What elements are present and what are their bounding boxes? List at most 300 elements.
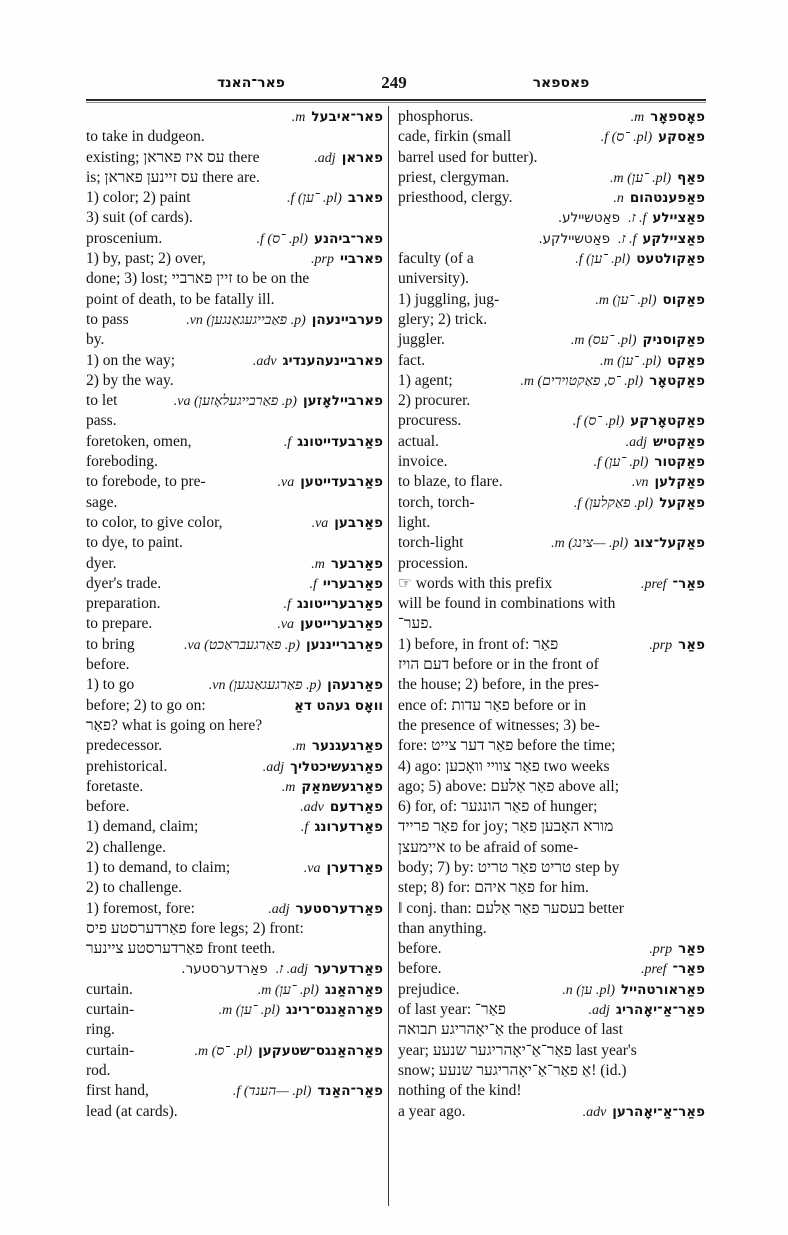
headword: פאַקטאָרקע <box>630 413 705 430</box>
dictionary-line <box>398 1000 705 1020</box>
line-text: 1) to go <box>86 676 135 694</box>
line-text: torch, torch- <box>398 493 475 511</box>
line-text: 1) demand, claim; <box>86 818 199 836</box>
part-of-speech: (pl. ־ס) f. <box>256 231 308 247</box>
headword: פארב <box>347 190 383 207</box>
dictionary-line <box>398 229 705 249</box>
headword-group <box>593 452 705 473</box>
headword: פאַרבעדייטונג <box>297 433 383 450</box>
dictionary-line <box>398 148 705 168</box>
line-text: 1) by, past; 2) over, <box>86 250 206 268</box>
dictionary-line <box>86 574 383 594</box>
headword-group <box>253 351 383 372</box>
headword: פאַרדערונג <box>314 819 383 836</box>
headword: פאַקוס <box>662 291 705 308</box>
dictionary-line <box>86 1000 383 1020</box>
line-text: 1) before, in front of: פאַר <box>398 635 559 653</box>
part-of-speech: (pl. ־ען) m. <box>218 1003 280 1019</box>
dictionary-line <box>398 1041 705 1061</box>
dictionary-line <box>86 980 383 1000</box>
dictionary-line <box>86 878 383 898</box>
headword-group <box>284 594 383 615</box>
line-text: 2) procurer. <box>398 392 471 410</box>
dictionary-line <box>398 1020 705 1040</box>
headword: פאַר <box>678 941 705 958</box>
headword: פאַקעל <box>659 494 705 511</box>
headword-group <box>575 249 705 270</box>
line-text: point of death, to be fatally ill. <box>86 290 275 308</box>
line-text: pass. <box>86 412 117 430</box>
line-text: פאַר פרייד for joy; מורא האָבען פאַר <box>398 818 614 836</box>
headword-group <box>277 614 383 635</box>
part-of-speech: va. <box>277 475 295 491</box>
dictionary-line <box>86 249 383 269</box>
dictionary-line <box>398 817 705 837</box>
dictionary-line <box>86 148 383 168</box>
line-text: 3) suit (of cards). <box>86 209 193 227</box>
dictionary-line <box>86 188 383 208</box>
headword-group <box>573 411 705 432</box>
dictionary-line <box>398 107 705 127</box>
line-text: proscenium. <box>86 229 163 247</box>
headword: וואָס געהט דאַ <box>294 697 383 714</box>
right-guide-word: פאספאר <box>532 75 590 91</box>
line-text: before. <box>86 656 130 674</box>
dictionary-line <box>398 736 705 756</box>
headword-group <box>309 574 383 595</box>
headword-group <box>287 188 383 209</box>
headword: פאַרנעהן <box>327 677 383 694</box>
dictionary-line <box>398 188 705 208</box>
line-text: the house; 2) before, in the pres- <box>398 676 600 694</box>
dictionary-line <box>398 310 705 330</box>
headword-group <box>631 107 705 128</box>
headword: פאַפענטהום <box>629 190 705 207</box>
part-of-speech: m. <box>281 779 296 795</box>
cross-reference: פאַרדערסטער. <box>181 961 268 978</box>
line-text: דעם הויז before or in the front of <box>398 656 599 674</box>
headword: פאַר־אַ־יאָהריג <box>615 1002 705 1019</box>
line-text: before. <box>398 960 442 978</box>
line-text: 1) on the way; <box>86 351 176 369</box>
part-of-speech: (pl. ־ען) m. <box>595 292 657 308</box>
headword-group <box>649 635 705 656</box>
headword-group <box>551 533 705 554</box>
part-of-speech: adj. <box>625 434 647 450</box>
headword-group <box>284 432 383 453</box>
headword-group <box>186 310 383 331</box>
dictionary-line <box>398 472 705 492</box>
line-text: prejudice. <box>398 980 460 998</box>
dictionary-line <box>86 817 383 837</box>
part-of-speech: f. <box>309 576 317 592</box>
part-of-speech: (pl. ־ס) f. <box>572 414 625 430</box>
line-text: curtain. <box>86 980 133 998</box>
dictionary-line <box>398 127 705 147</box>
header-rule <box>86 99 706 101</box>
headword-group <box>294 696 383 716</box>
part-of-speech: (p. פאַרגעגאַנגען) vn. <box>208 678 322 694</box>
headword: פאַר־אַ־יאָהרען <box>612 1103 705 1120</box>
line-text: ago; 5) above: פאַר אַלעם above all; <box>398 777 620 795</box>
cross-reference: פאַטשיילע. <box>557 210 621 227</box>
line-text: dyer. <box>86 554 117 572</box>
line-text: פאַרדערסטע ציינער front teeth. <box>86 940 276 958</box>
line-text: a year ago. <box>398 1102 466 1120</box>
dictionary-line <box>86 1041 383 1061</box>
headword-group <box>184 635 383 656</box>
part-of-speech: (pl. ־ען) f. <box>286 191 342 207</box>
part-of-speech: va. <box>311 515 329 531</box>
headword: פאַקולטעט <box>636 251 705 268</box>
dictionary-line <box>86 919 383 939</box>
headword: פאַר <box>678 636 705 653</box>
part-of-speech: (pl. ־ס) f. <box>600 130 653 146</box>
left-column <box>86 107 383 1122</box>
headword: פאַראורטהייל <box>621 981 705 998</box>
headword: פאר־ביהנע <box>313 230 383 247</box>
dictionary-line <box>398 675 705 695</box>
line-text: curtain- <box>86 1001 135 1019</box>
dictionary-line <box>398 208 705 228</box>
line-text: preparation. <box>86 595 161 613</box>
dictionary-line <box>398 797 705 817</box>
headword-group <box>613 188 705 209</box>
headword-group <box>589 1000 705 1021</box>
headword: פארביינעהענדיג <box>282 352 383 369</box>
part-of-speech: pref. <box>641 962 667 978</box>
part-of-speech: (pl. ־ען) m. <box>257 982 319 998</box>
line-text: invoice. <box>398 453 448 471</box>
headword-group <box>258 980 383 1001</box>
line-text: foretaste. <box>86 777 144 795</box>
part-of-speech: m. <box>630 110 645 125</box>
line-text: dyer's trade. <box>86 574 162 592</box>
line-text: foreboding. <box>86 453 158 471</box>
headword: פאַקוסניק <box>642 332 705 349</box>
dictionary-line <box>398 1081 705 1101</box>
dictionary-line <box>398 269 705 289</box>
headword-group <box>301 817 383 838</box>
part-of-speech: (pl. ־ען) f. <box>593 455 649 471</box>
line-text: 4) ago: פאַר צוויי וואָכען two weeks <box>398 757 610 775</box>
dictionary-line <box>398 716 705 736</box>
part-of-speech: (pl. ען) n. <box>562 982 615 998</box>
line-text: predecessor. <box>86 737 163 755</box>
headword: פאר־איבעל <box>311 109 383 125</box>
line-text: first hand, <box>86 1082 149 1100</box>
dictionary-line <box>86 432 383 452</box>
dictionary-line <box>86 330 383 350</box>
line-text: cade, firkin (small <box>398 128 512 146</box>
line-text: to forebode, to pre- <box>86 473 206 491</box>
line-text: foretoken, omen, <box>86 432 192 450</box>
dictionary-line <box>86 208 383 228</box>
headword: פאַרהאַנגס־רינג <box>285 1002 383 1019</box>
header-rule-thin <box>86 102 706 103</box>
headword: פאַקלען <box>654 474 705 491</box>
dictionary-line <box>398 858 705 878</box>
line-text: prehistorical. <box>86 757 168 775</box>
headword: פאַרגעשיכטליך <box>290 758 383 775</box>
headword-group <box>311 554 383 575</box>
headword-group <box>538 229 705 250</box>
headword-group <box>595 290 705 311</box>
page-number: 249 <box>381 73 407 92</box>
dictionary-line <box>398 391 705 411</box>
headword-group <box>311 249 383 270</box>
dictionary-line <box>398 980 705 1000</box>
headword: פאַרברייננען <box>305 636 383 653</box>
headword-group <box>571 330 705 351</box>
dictionary-line <box>398 330 705 350</box>
part-of-speech: (pl. ־עס) m. <box>570 333 637 349</box>
dictionary-line <box>86 696 383 716</box>
headword-group <box>626 432 705 453</box>
dictionary-line <box>86 452 383 472</box>
part-of-speech: f. ז. <box>618 231 637 247</box>
line-text: 1) juggling, jug- <box>398 290 500 308</box>
dictionary-line <box>86 594 383 614</box>
part-of-speech: f. <box>283 597 291 613</box>
dictionary-line <box>398 594 705 614</box>
line-text: procuress. <box>398 412 462 430</box>
dictionary-line <box>398 635 705 655</box>
headword-group <box>558 208 705 229</box>
dictionary-line <box>86 269 383 289</box>
line-text: to pass <box>86 310 129 328</box>
dictionary-line <box>86 513 383 533</box>
dictionary-line <box>86 168 383 188</box>
part-of-speech: f. <box>300 820 309 836</box>
dictionary-line <box>398 533 705 553</box>
dictionary-line <box>86 757 383 777</box>
part-of-speech: m. <box>291 110 306 125</box>
headword: פאָספאָר <box>650 109 705 125</box>
dictionary-line <box>398 411 705 431</box>
line-text: 1) to demand, to claim; <box>86 858 231 876</box>
headword-group <box>233 1081 383 1102</box>
line-text: before. <box>398 940 442 958</box>
line-text: lead (at cards). <box>86 1102 178 1120</box>
headword-group <box>304 858 383 879</box>
dictionary-line <box>86 1102 383 1122</box>
line-text: before; 2) to go on: <box>86 696 206 714</box>
line-text: actual. <box>398 432 439 450</box>
cross-reference: פאַטשיילקע. <box>538 230 611 247</box>
dictionary-line <box>86 777 383 797</box>
right-column <box>398 107 705 1122</box>
dictionary-line <box>86 797 383 817</box>
headword-group <box>209 675 383 696</box>
headword-group <box>263 757 383 778</box>
line-text: אַ־יאָהריגע תבואה the produce of last <box>398 1021 623 1039</box>
dictionary-line <box>398 493 705 513</box>
dictionary-line <box>86 959 383 979</box>
line-text: ‖ conj. than: בעסער פאַר אַלעם better <box>398 899 624 917</box>
headword: פאַרבעדייטען <box>300 474 383 491</box>
headword-group <box>278 472 383 493</box>
line-text: year; פאַר־אַ־יאָהריגער שנעע last year's <box>398 1041 637 1059</box>
line-text: פאַרדערסטע פיס fore legs; 2) front: <box>86 919 304 937</box>
line-text: to dye, to paint. <box>86 534 183 552</box>
line-text: to prepare. <box>86 615 153 633</box>
part-of-speech: m. <box>311 556 325 572</box>
line-text: juggler. <box>398 331 445 349</box>
headword: פאַר־ <box>672 575 705 592</box>
dictionary-line <box>86 1020 383 1040</box>
line-text: snow; אַ פאַר־אַ־יאָהריגער שנעע! (id.) <box>398 1061 627 1079</box>
line-text: is; עס זיינען פאראן there are. <box>86 168 260 186</box>
part-of-speech: (pl. ־ען) f. <box>575 252 631 268</box>
part-of-speech: (pl. פאַקלען) f. <box>573 495 654 511</box>
line-text: torch-light <box>398 534 464 552</box>
headword: פאַרגעשמאַק <box>301 778 383 795</box>
line-text: before. <box>86 798 130 816</box>
headword: פאַציילקע <box>642 230 705 247</box>
headword-group <box>562 980 705 1001</box>
line-text: nothing of the kind! <box>398 1082 522 1100</box>
dictionary-line <box>398 1061 705 1081</box>
line-text: body; 7) by: טריט פאַר טריט step by <box>398 858 620 876</box>
headword-group <box>268 899 383 920</box>
headword-group <box>641 959 705 980</box>
line-text: priest, clergyman. <box>398 168 510 186</box>
dictionary-line <box>86 472 383 492</box>
headword: פאַף <box>677 169 705 186</box>
dictionary-line <box>398 1102 705 1122</box>
headword: פאַקטיש <box>652 433 705 450</box>
dictionary-line <box>86 554 383 574</box>
dictionary-line <box>398 290 705 310</box>
dictionary-line <box>398 757 705 777</box>
part-of-speech: adj. <box>262 759 285 775</box>
line-text: sage. <box>86 493 118 511</box>
dictionary-line <box>398 452 705 472</box>
headword-group <box>583 1102 705 1123</box>
dictionary-line <box>86 858 383 878</box>
part-of-speech: f. ז. <box>628 211 647 227</box>
headword-group <box>610 168 705 189</box>
line-text: faculty (of a <box>398 250 474 268</box>
dictionary-line <box>398 168 705 188</box>
headword: פאַרדערסטער <box>295 900 383 917</box>
line-text: fact. <box>398 351 426 369</box>
dictionary-line <box>86 675 383 695</box>
headword: פערביינעהן <box>311 311 383 328</box>
headword: פאַרבעריי <box>322 575 383 592</box>
left-guide-word: פאר־האנד <box>216 75 286 91</box>
dictionary-line <box>398 554 705 574</box>
dictionary-line <box>398 777 705 797</box>
part-of-speech: adv. <box>582 1104 607 1120</box>
line-text: priesthood, clergy. <box>398 189 513 207</box>
headword-group <box>219 1000 383 1021</box>
headword-group <box>601 127 705 148</box>
headword-group <box>174 391 383 412</box>
headword: פארביילאָזען <box>302 393 383 410</box>
dictionary-line <box>398 878 705 898</box>
dictionary-line <box>86 1081 383 1101</box>
part-of-speech: prp. <box>649 942 673 958</box>
line-text: ence of: פאַר עדות before or in <box>398 696 587 714</box>
dictionary-line <box>398 371 705 391</box>
line-text: ring. <box>86 1021 115 1039</box>
dictionary-line <box>398 513 705 533</box>
line-text: will be found in combinations with <box>398 595 616 613</box>
headword-group <box>520 371 705 392</box>
dictionary-line <box>86 716 383 736</box>
part-of-speech: va. <box>303 860 321 876</box>
column-divider <box>388 106 389 1206</box>
dictionary-line <box>398 919 705 939</box>
headword-group <box>300 797 383 818</box>
part-of-speech: (pl. ־ס, פאַקטוירים) m. <box>520 373 644 389</box>
line-text: 1) color; 2) paint <box>86 189 191 207</box>
line-text: 1) agent; <box>398 371 453 389</box>
headword-group <box>641 574 705 595</box>
part-of-speech: f. <box>283 434 292 450</box>
line-text: 2) to challenge. <box>86 879 182 897</box>
headword: פאַרבער <box>330 555 383 572</box>
dictionary-line <box>398 899 705 919</box>
dictionary-line <box>86 533 383 553</box>
headword: פאַר־האַנד <box>317 1083 383 1100</box>
headword: פאַרהאַנגס־שטעקען <box>258 1042 383 1059</box>
line-text: step; 8) for: פאַר איהם for him. <box>398 879 589 897</box>
line-text: to color, to give color, <box>86 513 223 531</box>
headword-group <box>632 472 705 493</box>
part-of-speech: (p. פאַבייגעגאַנגען) vn. <box>186 312 306 328</box>
headword: פאַרדערן <box>326 859 383 876</box>
line-text: פער־. <box>398 615 433 633</box>
dictionary-line <box>86 736 383 756</box>
line-text: university). <box>398 270 470 288</box>
part-of-speech: (pl. ־ען) m. <box>599 353 662 369</box>
line-text: to take in dudgeon. <box>86 128 205 146</box>
dictionary-line <box>86 614 383 634</box>
line-text: than anything. <box>398 919 487 937</box>
headword: פאַסקע <box>658 129 705 146</box>
headword: פאַקט <box>667 352 705 369</box>
headword: פאַרבערייטען <box>300 616 383 633</box>
dictionary-line <box>398 696 705 716</box>
headword: פאַרבען <box>334 514 383 531</box>
dictionary-line <box>86 351 383 371</box>
dictionary-line <box>86 1061 383 1081</box>
part-of-speech: pref. <box>641 576 667 592</box>
dictionary-line <box>398 574 705 594</box>
headword: פאַרדערער <box>313 961 383 978</box>
dictionary-line <box>398 959 705 979</box>
headword-group <box>292 736 383 757</box>
line-text: procession. <box>398 554 469 572</box>
running-head <box>86 73 706 95</box>
dictionary-line <box>86 127 383 147</box>
line-text: 2) by the way. <box>86 371 174 389</box>
headword: פאַקטאָר <box>649 372 705 389</box>
line-text: to bring <box>86 635 135 653</box>
part-of-speech: prp. <box>311 252 334 268</box>
dictionary-line <box>86 899 383 919</box>
line-text: light. <box>398 513 431 531</box>
part-of-speech: adv. <box>300 800 324 816</box>
headword: פארביי <box>339 251 383 268</box>
dictionary-line <box>86 391 383 411</box>
headword-group <box>574 493 705 514</box>
line-text: curtain- <box>86 1041 135 1059</box>
part-of-speech: adv. <box>252 353 277 369</box>
